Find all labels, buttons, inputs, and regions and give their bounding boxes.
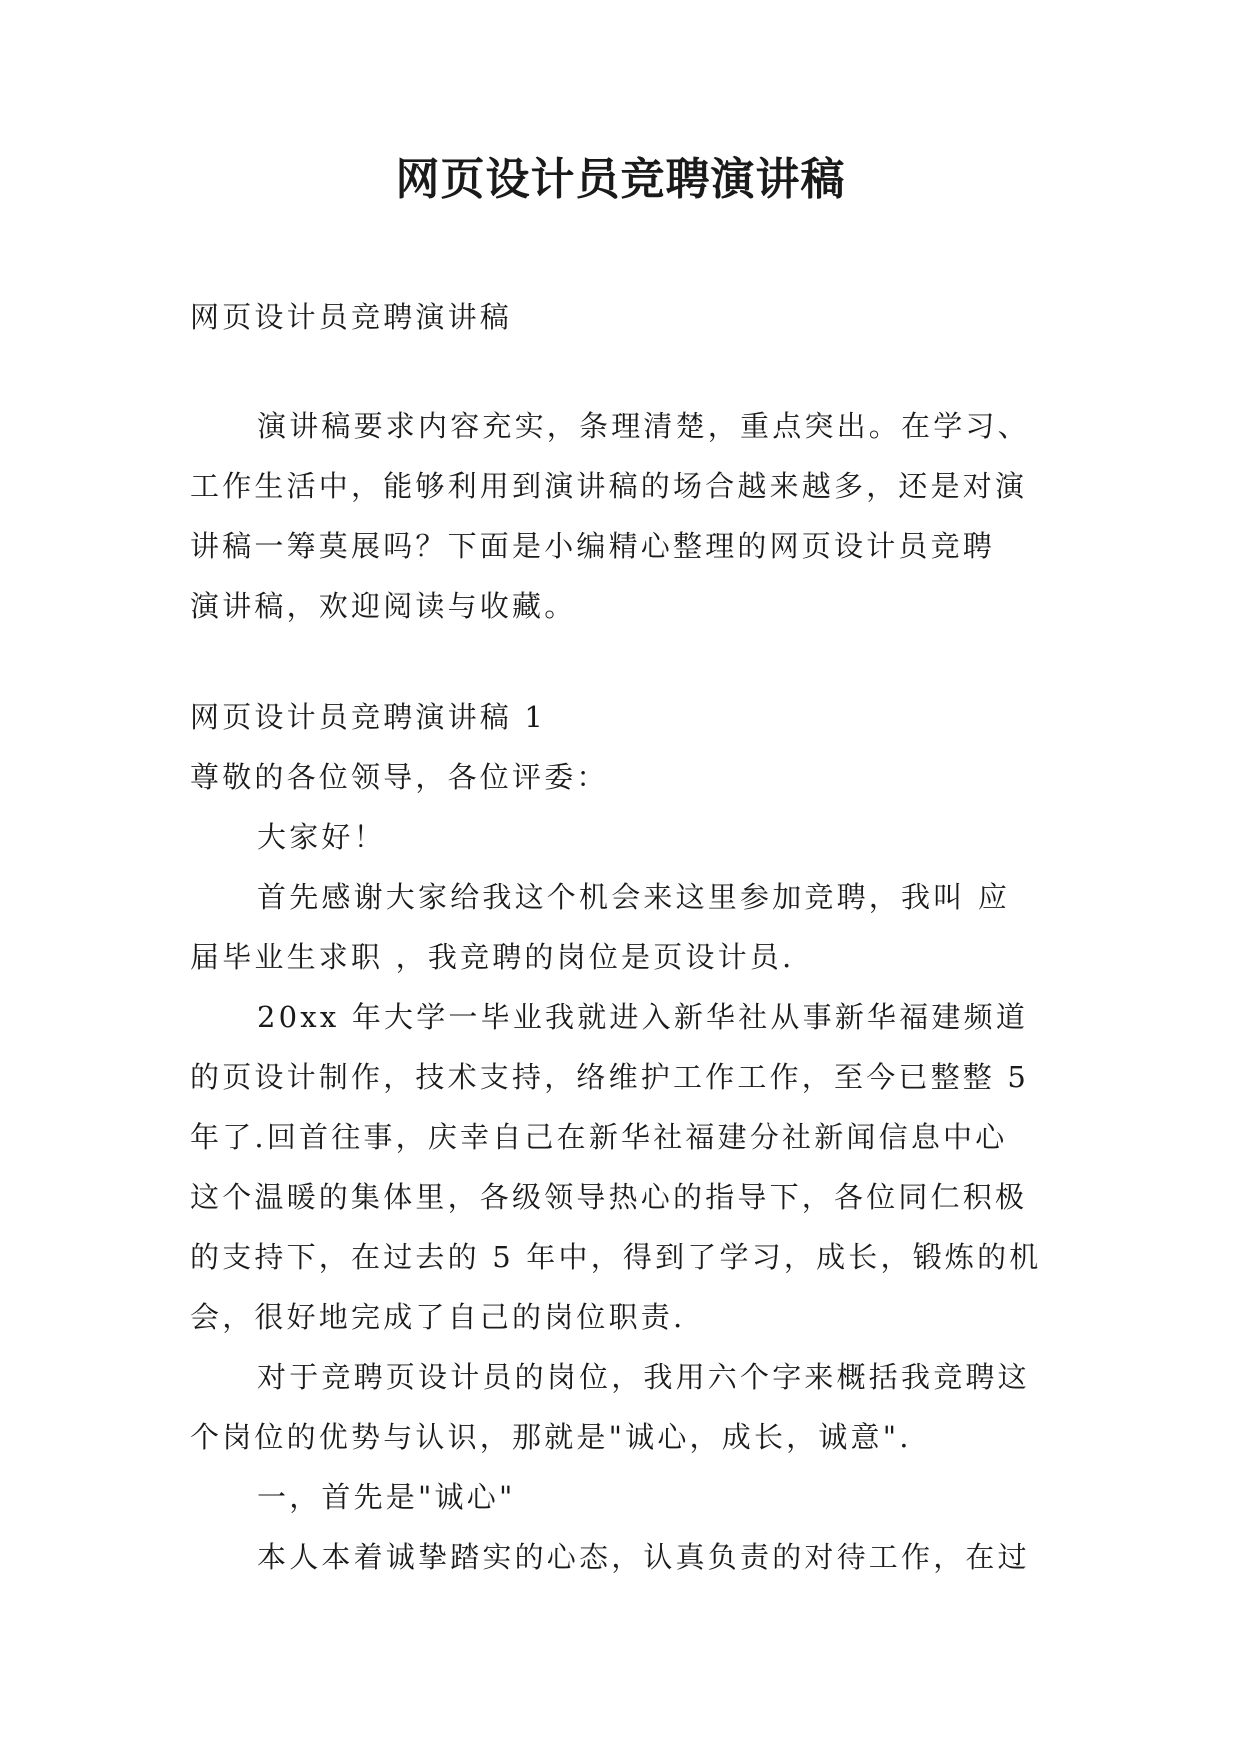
body-paragraph-line: 的支持下，在过去的 5 年中，得到了学习，成长，锻炼的机 xyxy=(190,1240,1042,1274)
body-paragraph-line: 对于竞聘页设计员的岗位，我用六个字来概括我竞聘这 xyxy=(257,1360,1030,1394)
section-heading: 网页设计员竞聘演讲稿 1 xyxy=(190,700,547,734)
body-paragraph-line: 的页设计制作，技术支持，络维护工作工作，至今已整整 5 xyxy=(190,1060,1030,1094)
body-paragraph-line: 20xx 年大学一毕业我就进入新华社从事新华福建频道 xyxy=(257,1000,1029,1034)
body-paragraph-line: 个岗位的优势与认识，那就是"诚心，成长，诚意". xyxy=(190,1420,912,1454)
body-paragraph-line: 首先感谢大家给我这个机会来这里参加竞聘，我叫 应 xyxy=(257,880,1011,914)
intro-paragraph-line: 演讲稿要求内容充实，条理清楚，重点突出。在学习、 xyxy=(257,409,1030,443)
body-paragraph-line: 届毕业生求职 ，我竞聘的岗位是页设计员. xyxy=(190,940,795,974)
intro-paragraph-line: 讲稿一筹莫展吗？下面是小编精心整理的网页设计员竞聘 xyxy=(190,529,996,563)
point-heading: 一，首先是"诚心" xyxy=(257,1480,516,1514)
body-paragraph-line: 本人本着诚挚踏实的心态，认真负责的对待工作，在过 xyxy=(257,1540,1030,1574)
body-paragraph-line: 年了.回首往事，庆幸自己在新华社福建分社新闻信息中心 xyxy=(190,1120,1008,1154)
intro-paragraph-line: 演讲稿，欢迎阅读与收藏。 xyxy=(190,589,577,623)
salutation-line: 尊敬的各位领导，各位评委： xyxy=(190,760,609,794)
body-paragraph-line: 会，很好地完成了自己的岗位职责. xyxy=(190,1300,686,1334)
greeting-line: 大家好！ xyxy=(257,820,386,854)
intro-paragraph-line: 工作生活中，能够利用到演讲稿的场合越来越多，还是对演 xyxy=(190,469,1028,503)
document-title: 网页设计员竞聘演讲稿 xyxy=(395,154,846,205)
body-paragraph-line: 这个温暖的集体里，各级领导热心的指导下，各位同仁积极 xyxy=(190,1180,1028,1214)
subtitle-line: 网页设计员竞聘演讲稿 xyxy=(190,300,513,334)
